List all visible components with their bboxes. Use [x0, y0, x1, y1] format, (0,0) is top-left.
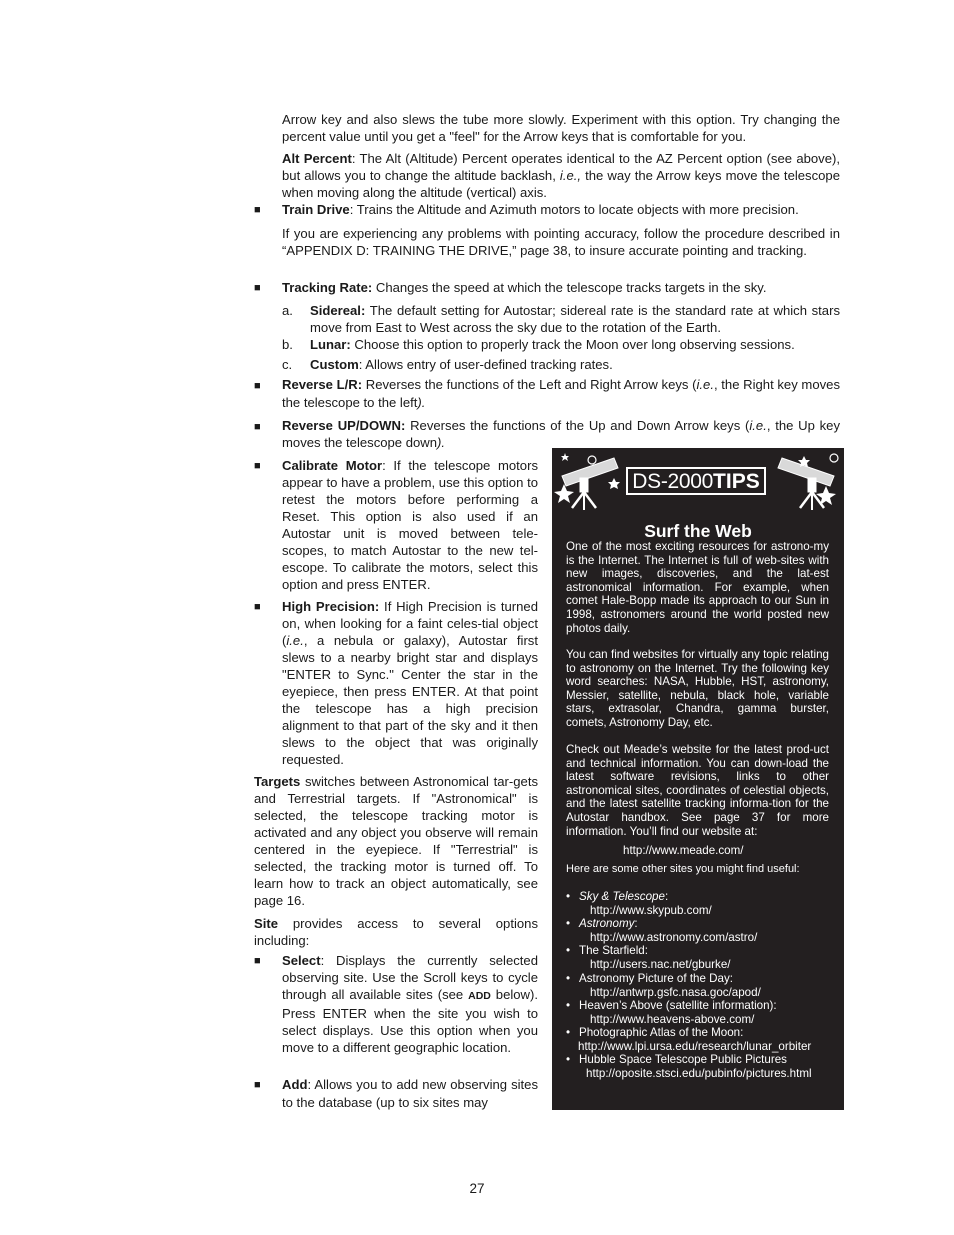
train-drive-paragraph: If you are experiencing any problems with pointing accuracy, follow the procedure described in “APPENDIX D: TRAINING THE DRIVE,” page 38, to insure accurate pointing and tracking.: [282, 226, 840, 258]
rate-letter: b.: [282, 337, 293, 352]
page-number: 27: [469, 1181, 485, 1196]
add-item: Add: Allows you to add new observing sites to the database (up to six sites may: [282, 1077, 538, 1110]
train-drive-term: Train Drive: [282, 202, 350, 217]
targets-paragraph: Targets switches between Astronomical tar-gets and Terrestrial targets. If "Astronomical" is selected, the telescope tracking motor is activated and any object you observe will remain centered in the eyepiece. If "Terrestrial" is selected, the tracking motor is turned off. To learn how to track an object automatically, see page 16.: [254, 774, 538, 908]
list-item: • Hubble Space Telescope Public Pictures: [566, 1053, 787, 1066]
site-paragraph: Site provides access to several options including:: [254, 916, 538, 948]
tips-banner: DS-2000 TIPS: [626, 467, 766, 495]
bullet-icon: ■: [254, 601, 261, 613]
bullet-icon: ■: [254, 1079, 261, 1091]
bullet-icon: ■: [254, 282, 261, 294]
bullet-icon: ■: [254, 421, 261, 433]
bullet-icon: ■: [254, 955, 261, 967]
tips-subtitle: Surf the Web: [644, 521, 752, 541]
site-link[interactable]: http://www.astronomy.com/astro/: [590, 931, 758, 944]
tips-paragraph: Here are some other sites you might find useful:: [566, 863, 800, 875]
tracking-rate-item: Tracking Rate: Changes the speed at which the telescope tracks targets in the sky.: [282, 280, 767, 295]
list-item: • Astronomy:: [566, 917, 638, 930]
rate-item-custom: Custom: Allows entry of user-defined tracking rates.: [310, 357, 613, 372]
rate-letter: c.: [282, 357, 293, 372]
site-link[interactable]: http://www.lpi.ursa.edu/research/lunar_orbiter: [578, 1040, 812, 1053]
train-drive-item: Train Drive: Trains the Altitude and Azimuth motors to locate objects with more precision.: [282, 202, 799, 217]
list-item: • The Starfield:: [566, 944, 648, 957]
reverse-updown-term: Reverse UP/DOWN:: [282, 418, 406, 433]
meade-link[interactable]: http://www.meade.com/: [623, 844, 744, 857]
site-link[interactable]: http://oposite.stsci.edu/pubinfo/pictures.html: [586, 1067, 812, 1080]
high-precision-term: High Precision:: [282, 599, 380, 614]
rate-item-sidereal: Sidereal: The default setting for Autostar; sidereal rate is the standard rate at which stars move from East to West across the sky due to the rotation of the Earth.: [310, 303, 840, 335]
tips-box: [552, 448, 844, 1110]
select-term: Select: [282, 953, 321, 968]
tips-paragraph: You can find websites for virtually any topic relating to astronomy on the Internet. Try the following key word searches: NASA, Hubble, HST, astronomy, Messier, satellite, nebula, black hole, variable stars, extrasolar, Chandra, gamma burster, comets, Astronomy Day, etc.: [566, 648, 829, 729]
add-term: Add: [282, 1077, 308, 1092]
bullet-icon: ■: [254, 204, 261, 216]
calibrate-motor-item: Calibrate Motor: If the telescope motors appear to have a problem, use this option to retest the motors before performing a Reset. This option is also used if an Autostar unit is moved between tele-scopes, to match Autostar to the new tel-escope. To calibrate the motors, select this option and press ENTER.: [282, 458, 538, 592]
bullet-icon: ■: [254, 380, 261, 392]
rate-letter: a.: [282, 303, 293, 318]
list-item: • Sky & Telescope:: [566, 890, 669, 903]
list-item: • Astronomy Picture of the Day:: [566, 972, 734, 985]
tracking-rate-term: Tracking Rate:: [282, 280, 373, 295]
bullet-icon: ■: [254, 460, 261, 472]
site-link[interactable]: http://www.heavens-above.com/: [590, 1013, 755, 1026]
site-link[interactable]: http://www.skypub.com/: [590, 904, 712, 917]
targets-term: Targets: [254, 774, 301, 789]
site-term: Site: [254, 916, 279, 931]
site-link[interactable]: http://antwrp.gsfc.nasa.goc/apod/: [590, 986, 761, 999]
intro-paragraph: Arrow key and also slews the tube more slowly. Experiment with this option. Try changing the percent value until you get a "feel" for the Arrow keys that is comfortable for you.: [282, 112, 840, 144]
reverse-lr-item: Reverse L/R: Reverses the functions of the Left and Right Arrow keys (i.e., the Right key moves the telescope to the left).: [282, 377, 840, 410]
high-precision-item: High Precision: If High Precision is turned on, when looking for a faint celes-tial object (i.e., a nebula or galaxy), Autostar first slews to a nearby bright star and displays "ENTER to Sync." Center the star in the eyepiece, then press ENTER. At that point the telescope has a high precision alignment to that part of the sky and it then slews to the object that was originally requested.: [282, 599, 538, 767]
calibrate-motor-term: Calibrate Motor: [282, 458, 383, 473]
rate-item-lunar: Lunar: Choose this option to properly track the Moon over long observing sessions.: [310, 337, 795, 352]
list-item: • Photographic Atlas of the Moon:: [566, 1026, 744, 1039]
select-item: Select: Displays the currently selected observing site. Use the Scroll keys to cycle through all available sites (see ADD below). Press ENTER when the site you wish to select displays. Use this option when you move to a different geographic location.: [282, 953, 538, 1055]
reverse-lr-term: Reverse L/R:: [282, 377, 363, 392]
alt-percent-term: Alt Percent: [282, 151, 352, 166]
tips-paragraph: Check out Meade’s website for the latest prod-uct and technical information. You can down-load the latest software revisions, links to other astronomical sites, coordinates of celestial objects, and the latest satellite tracking informa-tion for the Autostar handbox. See page 37 for more information. You’ll find our website at:: [566, 743, 829, 838]
tips-paragraph: One of the most exciting resources for astrono-my is the Internet. The Internet is full of web-sites with new images, discoveries, and the lat-est astronomical information. For example, when comet Hale-Bopp made its approach to our Sun in 1998, astronomers around the world posted new photos daily.: [566, 540, 829, 635]
site-link[interactable]: http://users.nac.net/gburke/: [590, 958, 731, 971]
alt-percent-paragraph: Alt Percent: The Alt (Altitude) Percent operates identical to the AZ Percent option (see above), but allows you to change the altitude backlash, i.e., the way the Arrow keys move the telescope when moving along the altitude (vertical) axis.: [282, 151, 840, 200]
reverse-updown-item: Reverse UP/DOWN: Reverses the functions of the Up and Down Arrow keys (i.e., the Up key moves the telescope down).: [282, 418, 841, 450]
list-item: • Heaven’s Above (satellite information):: [566, 999, 777, 1012]
